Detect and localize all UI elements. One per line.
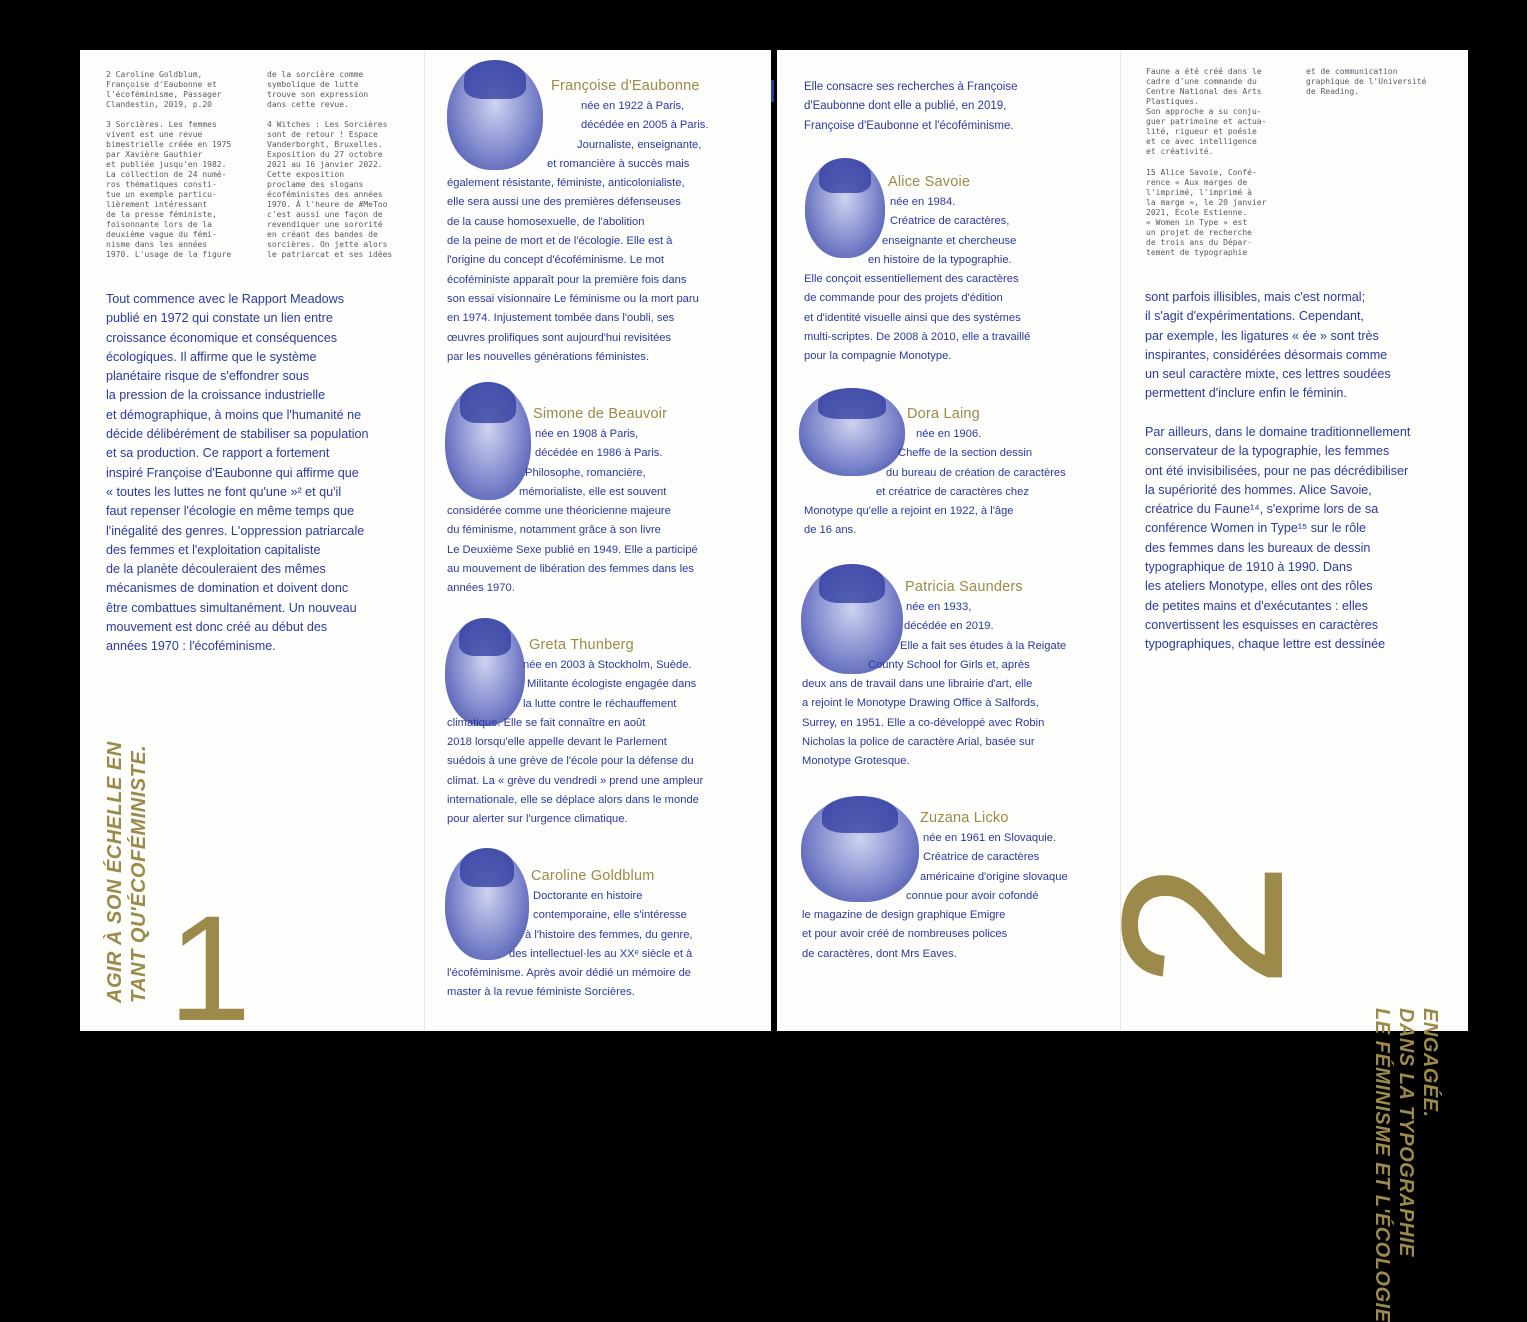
bio-line: et pour avoir créé de nombreuses polices [802,928,1008,941]
chapter-title-line-1: LE FÉMINISME ET L'ÉCOLOGIE [1371,1008,1393,1322]
text-line: mouvement est donc créé au début des [106,620,328,635]
text-line: dans cette revue. [267,100,349,109]
text-line: foisonnante lors de la [106,220,212,229]
text-line: 2021, École Estienne. [1146,208,1248,217]
text-line: c'est aussi une façon de [267,210,383,219]
bio-line: de commande pour des projets d'édition [804,292,1003,305]
paragraph-1 [1145,288,1463,404]
bio-line: de 16 ans. [804,524,857,537]
text-line: 1970. L'usage de la figure [106,250,232,259]
bio-line: Le Deuxième Sexe publié en 1949. Elle a participé [447,543,698,556]
bio-text [804,193,1114,367]
bio-text [447,887,767,1003]
text-line: croissance économique et conséquences [106,330,338,345]
text-line: le patriarcat et ses idées [267,250,393,259]
text-line: « toutes les luttes ne font qu'une »² et qu'il [106,484,342,499]
bio-line: mémorialiste, elle est souvent [519,485,667,498]
text-line: rence « Aux marges de [1146,178,1248,187]
bio-line: décédée en 1986 à Paris. [535,447,663,460]
text-line: en créant des bandes de [267,230,378,239]
bio-line: à l'histoire des femmes, du genre, [525,928,693,941]
text-line: 2021 au 16 janvier 2022. [267,160,383,169]
text-line: conservateur de la typographie, les femmes [1145,444,1390,459]
bio-text [447,656,767,830]
text-line: sont parfois illisibles, mais c'est normal; [1145,290,1366,304]
bio-line: et créatrice de caractères chez [876,485,1029,498]
bio-line: Nicholas la police de caractère Arial, basée sur [802,736,1035,749]
bio-line: des intellectuel·les au XXᵉ siècle et à [509,947,693,960]
text-line: permettent d'inclure enfin le féminin. [1145,386,1347,401]
text-line: Françoise d'Eaubonne et l'écoféminisme. [804,119,1014,132]
bio-line: née en 1922 à Paris, [581,100,685,112]
text-line: convertissent les esquisses en caractères [1145,617,1379,632]
bio-line: l'origine du concept d'écoféminisme. Le mot [447,254,664,267]
text-line: Elle consacre ses recherches à Françoise [804,81,1018,93]
chapter-title-line-2: TANT QU'ÉCOFÉMINISTE. [128,744,150,1003]
bio-line: pour alerter sur l'urgence climatique. [447,813,628,826]
text-line: La collection de 24 numé- [106,170,227,179]
text-line: de la planète découleraient des mêmes [106,562,326,577]
text-line: et de communication [1306,67,1398,76]
text-line: inspiré Françoise d'Eaubonne qui affirme que [106,465,359,480]
text-line: mécanismes de domination et doivent donc [106,581,349,596]
bio-line: née en 1908 à Paris, [535,428,639,440]
text-line: 2 Caroline Goldblum, [106,70,203,79]
text-line: Faune a été créé dans le [1146,67,1262,76]
text-line: ont été invisibilisées, pour ne pas décrédibiliser [1145,463,1409,478]
bio-line: Créatrice de caractères, [890,215,1010,228]
bio-line: Cheffe de la section dessin [898,447,1033,460]
bio-line: américaine d'origine slovaque [920,870,1068,883]
text-line: Vanderborght, Bruxelles. [267,140,383,149]
footnote-14 [1146,67,1296,157]
bio-line: du féminisme, notamment grâce à son livre [447,524,661,537]
bio-line: Philosophe, romancière, [525,466,646,479]
bio-line: enseignante et chercheuse [882,234,1017,247]
text-line: Par ailleurs, dans le domaine traditionnellement [1145,425,1411,439]
bio-line: suédois à une grève de l'école pour la défense du [447,755,694,768]
text-line: années 1970 : l'écoféminisme. [106,639,276,654]
bio-name: Alice Savoie [888,174,971,190]
bio-line: Elle conçoit essentiellement des caractères [804,273,1019,286]
bio-name: Françoise d'Eaubonne [551,78,700,94]
text-line: planétaire risque de s'effondrer sous [106,369,310,384]
text-line: sont de retour ! Espace [267,130,378,139]
footnote-3-continued [267,70,417,110]
text-line: nisme dans les années [106,240,208,249]
bio-line: son essai visionnaire Le féminisme ou la mort paru [447,292,699,305]
page-1 [80,50,426,1052]
bio-line: Créatrice de caractères [923,851,1040,864]
text-line: créatrice du Faune¹⁴, s'exprime lors de sa [1145,502,1379,517]
text-line: décide délibérément de stabiliser sa population [106,427,369,442]
text-line: et sa production. Ce rapport a fortement [106,446,330,461]
text-line: Tout commence avec le Rapport Meadows [106,292,344,306]
text-line: lièrement intéressant [106,200,208,209]
text-line: de Reading. [1306,87,1359,96]
bio-name: Zuzana Licko [920,810,1009,826]
text-line: 1970. À l'heure de #MeToo [267,200,388,209]
text-line: ros thématiques consti- [106,180,217,189]
bio-text [447,425,767,599]
text-line: les ateliers Monotype, elles ont des rôles [1145,579,1373,594]
chapter-title-line-2: DANS LA TYPOGRAPHIE [1395,1008,1417,1257]
bio-line: Doctorante en histoire [533,890,643,902]
bio-line: et d'identité visuelle ainsi que des systèmes [804,311,1021,324]
bio-line: née en 1984. [890,196,956,208]
text-line: tue un exemple particu- [106,190,217,199]
text-line: Son approche a su conju- [1146,107,1262,116]
bio-line: master à la revue féministe Sorcières. [447,986,635,999]
bio-line: décédée en 2019. [904,620,994,633]
text-line: Plastiques. [1146,97,1199,106]
text-line: bimestrielle créée en 1975 [106,140,232,149]
text-line: tement de typographie [1146,248,1248,257]
text-line: 4 Witches : Les Sorcières [267,120,388,129]
text-line: deuxième vague du fémi- [106,230,217,239]
bio-line: le magazine de design graphique Emigre [802,909,1006,922]
text-line: et démographique, à moins que l'humanité ne [106,407,362,422]
bio-text [447,97,767,367]
text-line: être combattues simultanément. Un nouveau [106,600,357,615]
bio-line: au mouvement de libération des femmes dans les [447,563,694,576]
bio-line: Monotype Grotesque. [802,755,910,768]
bio-line: multi-scriptes. De 2008 à 2010, elle a travaillé [804,331,1031,344]
text-line: de la sorcière comme [267,70,364,79]
bio-line: Elle a fait ses études à la Reigate [900,639,1067,652]
text-line: la marge », le 20 janvier [1146,198,1267,207]
bio-line: pour la compagnie Monotype. [804,350,952,363]
chapter-title-line-1: AGIR À SON ÉCHELLE EN [104,741,126,1003]
text-line: Cette exposition [267,170,345,179]
text-line: par Xavière Gauthier [106,150,203,159]
text-line: écoféministes des années [267,190,383,199]
fold-mark [771,80,774,102]
bio-line: née en 1961 en Slovaquie. [923,832,1057,844]
text-line: et ce avec intelligence [1146,137,1257,146]
text-line: il s'agit d'expérimentations. Cependant, [1145,309,1365,324]
bio-line: Monotype qu'elle a rejoint en 1922, à l'âge [804,505,1014,518]
intro-paragraph [804,78,1114,136]
text-line: la pression de la croissance industrielle [106,388,326,403]
bio-line: œuvres prolifiques sont aujourd'hui revisitées [447,331,672,344]
text-line: publié en 1972 qui constate un lien entre [106,311,333,326]
text-line: Centre National des Arts [1146,87,1262,96]
text-line: et créativité. [1146,147,1214,156]
text-line: des femmes et l'exploitation capitaliste [106,542,321,557]
text-line: Clandestin, 2019, p.20 [106,100,212,109]
text-line: guer patrimoine et actua- [1146,117,1267,126]
bio-line: contemporaine, elle s'intéresse [533,909,687,922]
text-line: Françoise d'Eaubonne et [106,80,217,89]
bio-line: également résistante, féministe, anticolonialiste, [447,177,685,190]
text-line: écologiques. Il affirme que le système [106,349,317,364]
text-line: lité, rigueur et poésie [1146,127,1257,136]
bio-line: années 1970. [447,582,515,595]
text-line: inspirantes, considérées désormais comme [1145,347,1388,362]
bio-line: et romancière à succès mais [547,157,690,170]
text-line: proclame des slogans [267,180,364,189]
bio-line: de caractères, dont Mrs Eaves. [802,947,957,960]
text-line: l'écoféminisme, Passager [106,90,222,99]
bio-text [802,598,1114,772]
text-line: d'Eaubonne dont elle a publié, en 2019, [804,100,1007,113]
text-line: l'imprimé, l'imprimé à [1146,188,1252,197]
text-line: typographiques, chaque lettre est dessinée [1145,637,1386,652]
text-line: sorcières. On jette alors [267,240,388,249]
text-line: Exposition du 27 octobre [267,150,383,159]
footnote-2 [106,70,256,110]
bio-line: du bureau de création de caractères [886,466,1066,479]
bio-line: 2018 lorsqu'elle appelle devant le Parlement [447,736,667,749]
text-line: de petites mains et d'exécutantes : elles [1145,598,1368,613]
text-line: symbolique de lutte [267,80,359,89]
bio-line: la lutte contre le réchauffement [523,697,677,710]
text-line: de trois ans du Dépar- [1146,238,1252,247]
text-line: un projet de recherche [1146,228,1252,237]
bio-name: Greta Thunberg [529,637,634,653]
text-line: la supériorité des hommes. Alice Savoie, [1145,482,1372,497]
text-line: de la presse féministe, [106,210,217,219]
text-line: « Women in Type » est [1146,218,1248,227]
bio-line: climat. La « grève du vendredi » prend une ampleur [447,774,704,787]
bio-line: Surrey, en 1951. Elle a co-développé avec Robin [802,716,1045,729]
bio-line: décédée en 2005 à Paris. [581,119,709,132]
chapter-number: 1 [168,884,252,1052]
bio-line: écoféministe apparaît pour la première fois dans [447,273,687,286]
footnote-3 [106,120,256,260]
text-line: un seul caractère mixte, ces lettres soudées [1145,367,1391,382]
bio-line: elle sera aussi une des premières défenseuses [447,196,681,209]
bio-line: née en 2003 à Stockholm, Suède. [523,659,692,671]
text-line: typographique de 1910 à 1990. Dans [1145,560,1353,575]
intro-paragraph [106,290,416,657]
bio-line: l'écoféminisme. Après avoir dédié un mémoire de [447,967,692,980]
bio-line: connue pour avoir cofondé [906,889,1039,902]
bio-line: en 1974. Injustement tombée dans l'oubli, ses [447,312,675,325]
text-line: faut repenser l'écologie en même temps que [106,504,355,519]
bio-line: a rejoint le Monotype Drawing Office à Salfords, [802,697,1039,710]
bio-line: County School for Girls et, après [868,658,1030,671]
footnote-15 [1146,168,1296,258]
footnote-14-continued [1306,67,1456,97]
bio-line: en histoire de la typographie. [868,253,1012,266]
page-2 [424,50,771,1031]
bio-line: considérée comme une théoricienne majeure [447,505,671,518]
bio-line: deux ans de travail dans une librairie d'art, elle [802,678,1033,691]
bio-line: par les nouvelles générations féministes. [447,350,650,363]
bio-name: Patricia Saunders [905,579,1023,595]
text-line: cadre d'une commande du [1146,77,1257,86]
bio-line: internationale, elle se déplace alors dans le monde [447,794,699,807]
text-line: par exemple, les ligatures « ée » sont très [1145,328,1379,343]
paragraph-2 [1145,423,1463,655]
bio-line: climatique. Elle se fait connaître en août [447,716,646,729]
bio-line: née en 1933, [906,601,972,613]
page-3 [777,50,1122,1031]
text-line: 3 Sorcières. Les femmes [106,120,217,129]
text-line: des femmes dans les bureaux de dessin [1145,540,1371,555]
bio-text [804,425,1114,541]
bio-name: Dora Laing [907,406,980,422]
bio-line: de la cause homosexuelle, de l'abolition [447,215,645,228]
bio-line: née en 1906. [916,428,982,440]
text-line: conférence Women in Type¹⁵ sur le rôle [1145,521,1367,536]
bio-name: Caroline Goldblum [531,868,655,884]
bio-name: Simone de Beauvoir [533,406,668,422]
text-line: 15 Alice Savoie, Confé- [1146,168,1257,177]
text-line: graphique de l'Université [1306,77,1427,86]
text-line: vivent est une revue [106,130,203,139]
text-line: l'inégalité des genres. L'oppression patriarcale [106,523,365,538]
chapter-title-line-3: ENGAGÉE. [1419,1008,1441,1118]
page-4 [1073,50,1468,1322]
footnote-4 [267,120,417,260]
bio-line: de la peine de mort et de l'écologie. Elle est à [447,235,673,248]
text-line: revendiquer une sororité [267,220,383,229]
chapter-number: 2 [1073,861,1331,989]
bio-line: Militante écologiste engagée dans [527,678,697,691]
bio-text [802,829,1114,964]
bio-line: Journaliste, enseignante, [577,138,702,151]
text-line: trouve son expression [267,90,369,99]
text-line: et publiée jusqu'en 1982. [106,160,227,169]
